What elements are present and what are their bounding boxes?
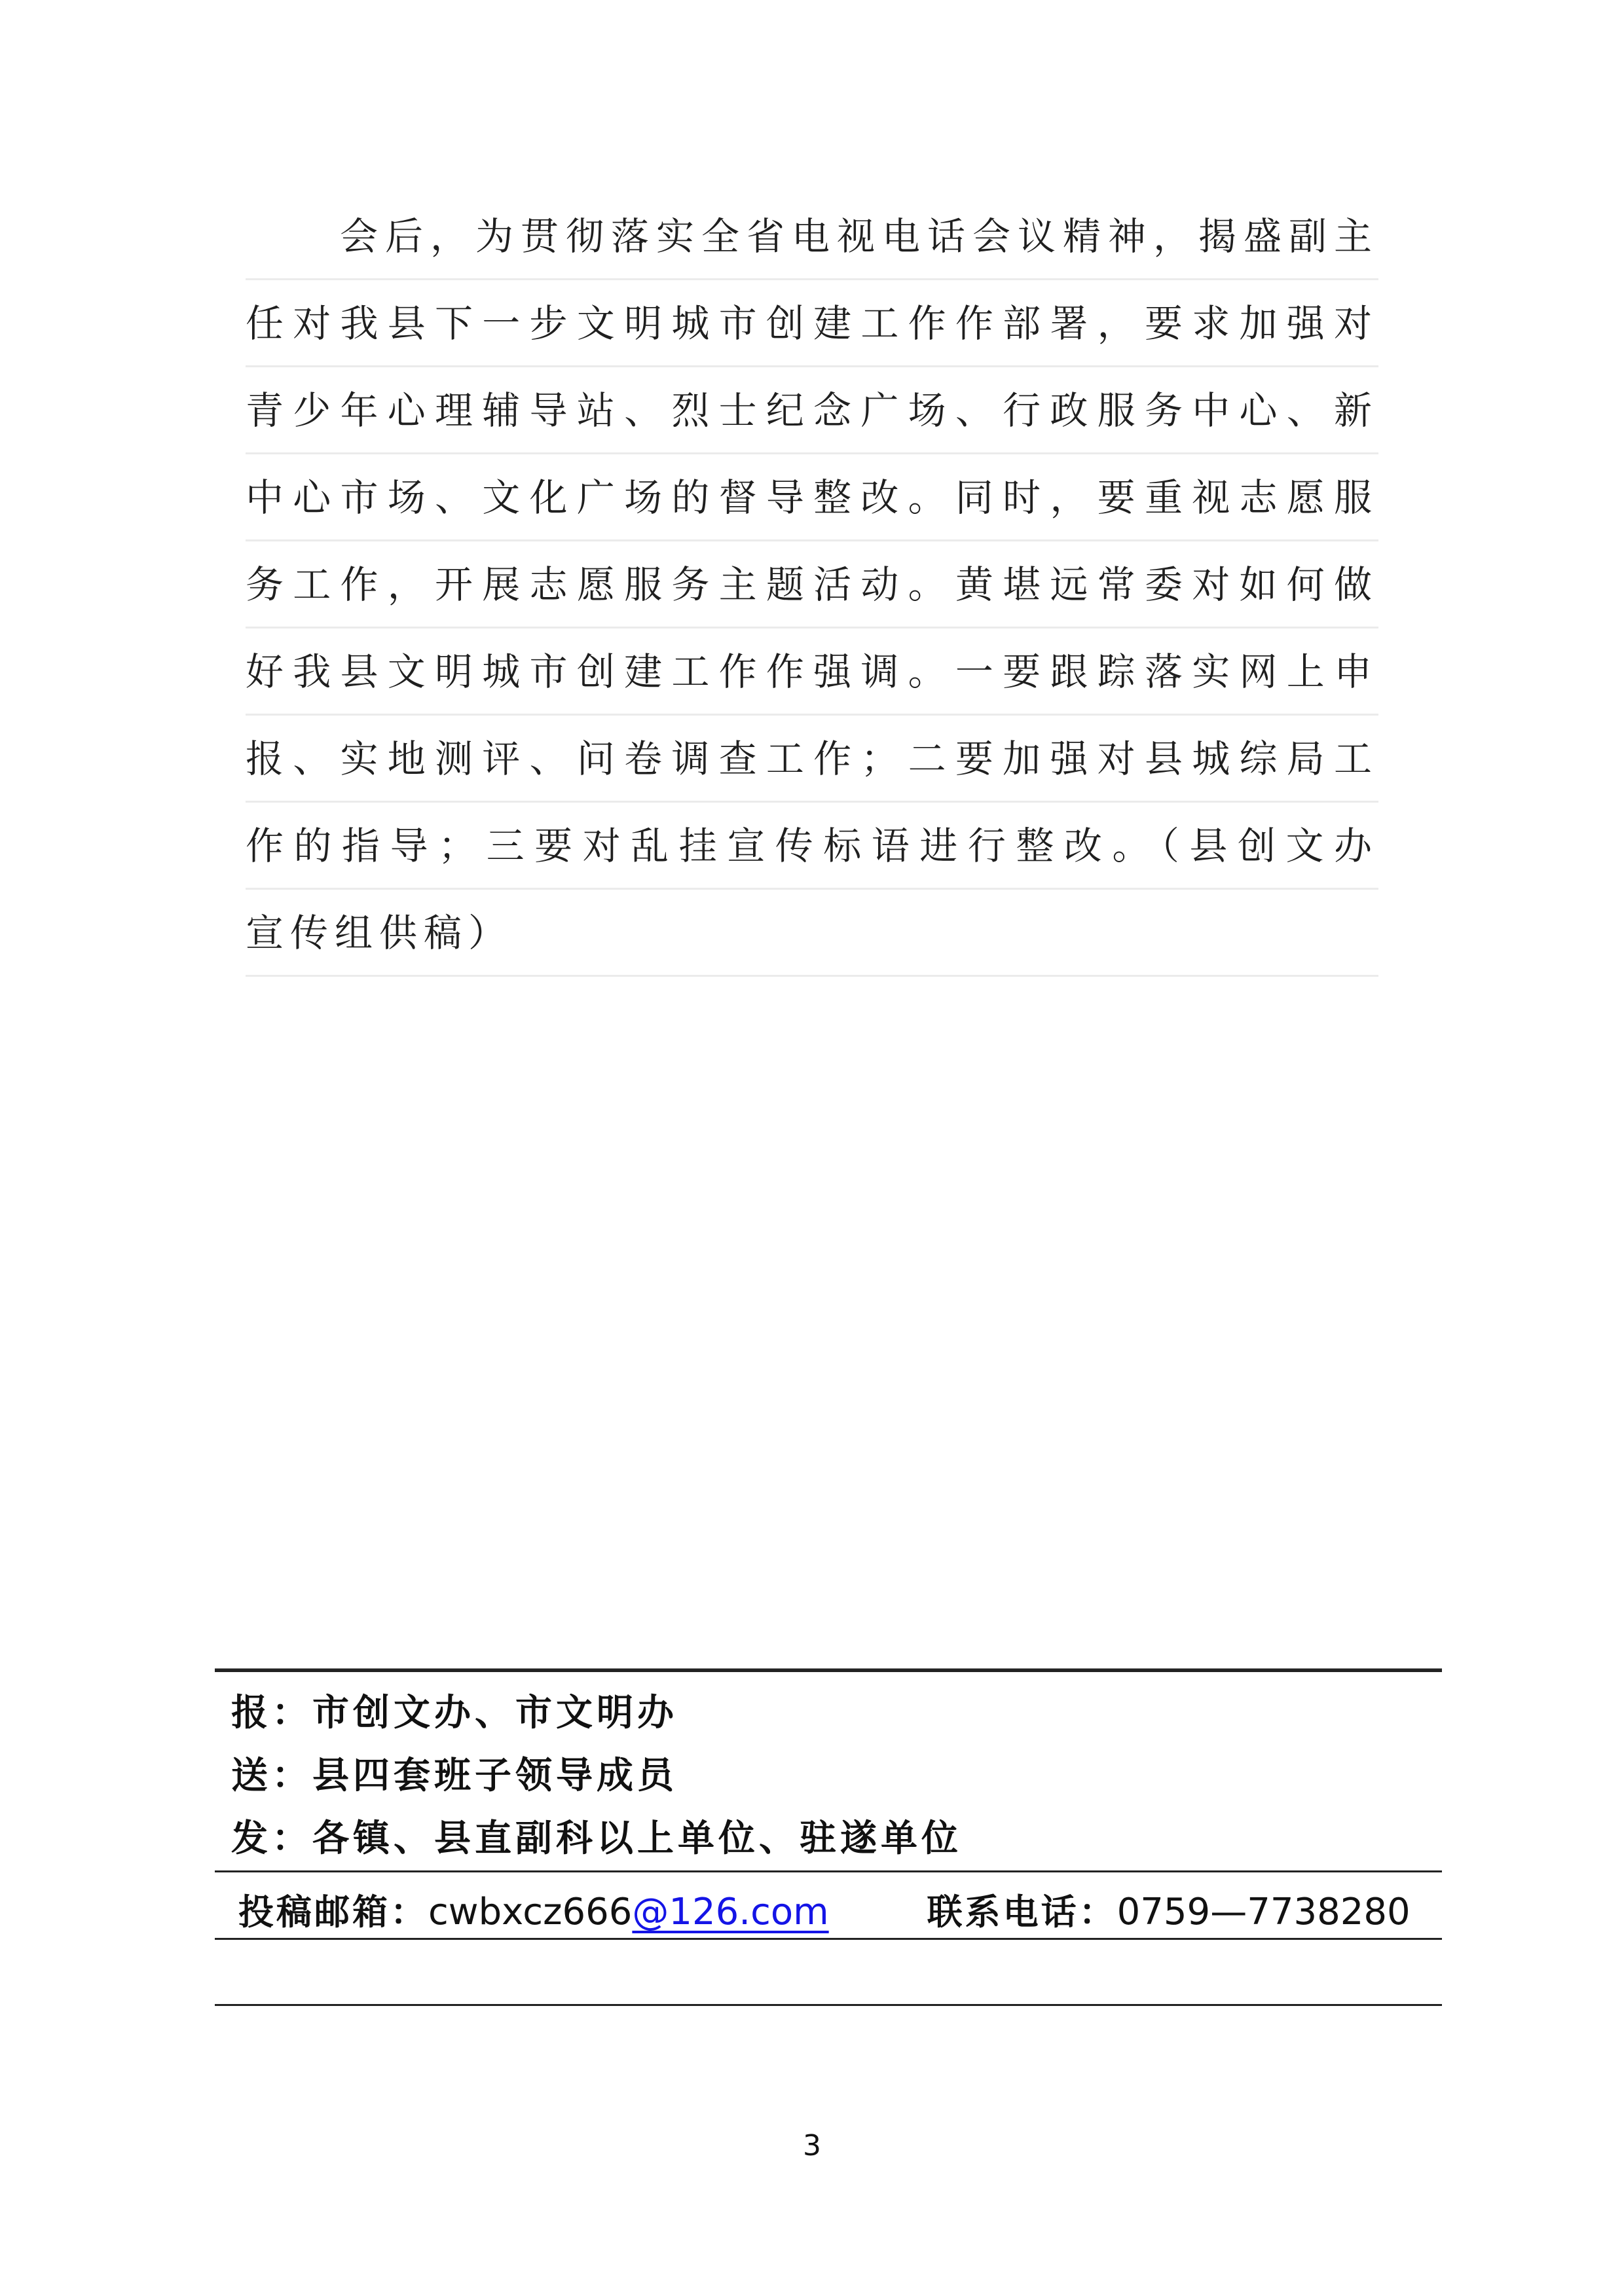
body-text-line: 报、实地测评、问卷调查工作；二要加强对县城综局工 xyxy=(246,737,1378,781)
email-link[interactable]: @126.com xyxy=(632,1891,829,1933)
body-text-line: 会后，为贯彻落实全省电视电话会议精神，揭盛副主 xyxy=(340,214,1378,259)
submission-email-label: 投稿邮箱： xyxy=(238,1891,428,1933)
report-to-line: 报：市创文办、市文明办 xyxy=(231,1691,678,1734)
email-user-part: cwbxcz666 xyxy=(428,1891,633,1933)
phone-label: 联系电话： xyxy=(927,1891,1117,1933)
body-text-line: 中心市场、文化广场的督导整改。同时，要重视志愿服 xyxy=(246,475,1378,520)
page-number: 3 xyxy=(803,2129,821,2162)
send-to-line: 送：县四套班子领导成员 xyxy=(231,1754,678,1797)
footer-divider-middle xyxy=(215,1870,1442,1872)
body-text-line: 任对我县下一步文明城市创建工作作部署，要求加强对 xyxy=(246,301,1378,346)
body-text-line: 好我县文明城市创建工作作强调。一要跟踪落实网上申 xyxy=(246,649,1378,694)
phone-number: 0759—7738280 xyxy=(1116,1891,1411,1933)
footer-divider-top xyxy=(215,1668,1442,1672)
body-text-line: 青少年心理辅导站、烈士纪念广场、行政服务中心、新 xyxy=(246,388,1378,433)
contact-row xyxy=(238,1887,1443,1937)
distribute-to-line: 发：各镇、县直副科以上单位、驻遂单位 xyxy=(231,1817,962,1860)
body-paragraph xyxy=(246,193,1378,977)
body-text-line: 宣传组供稿） xyxy=(246,911,513,955)
footer-divider-bottom xyxy=(215,2004,1442,2006)
body-text-line: 务工作，开展志愿服务主题活动。黄堪远常委对如何做 xyxy=(246,562,1378,607)
footer-divider-contact-bottom xyxy=(215,1938,1442,1940)
body-text-line: 作的指导；三要对乱挂宣传标语进行整改。（县创文办 xyxy=(246,824,1378,868)
